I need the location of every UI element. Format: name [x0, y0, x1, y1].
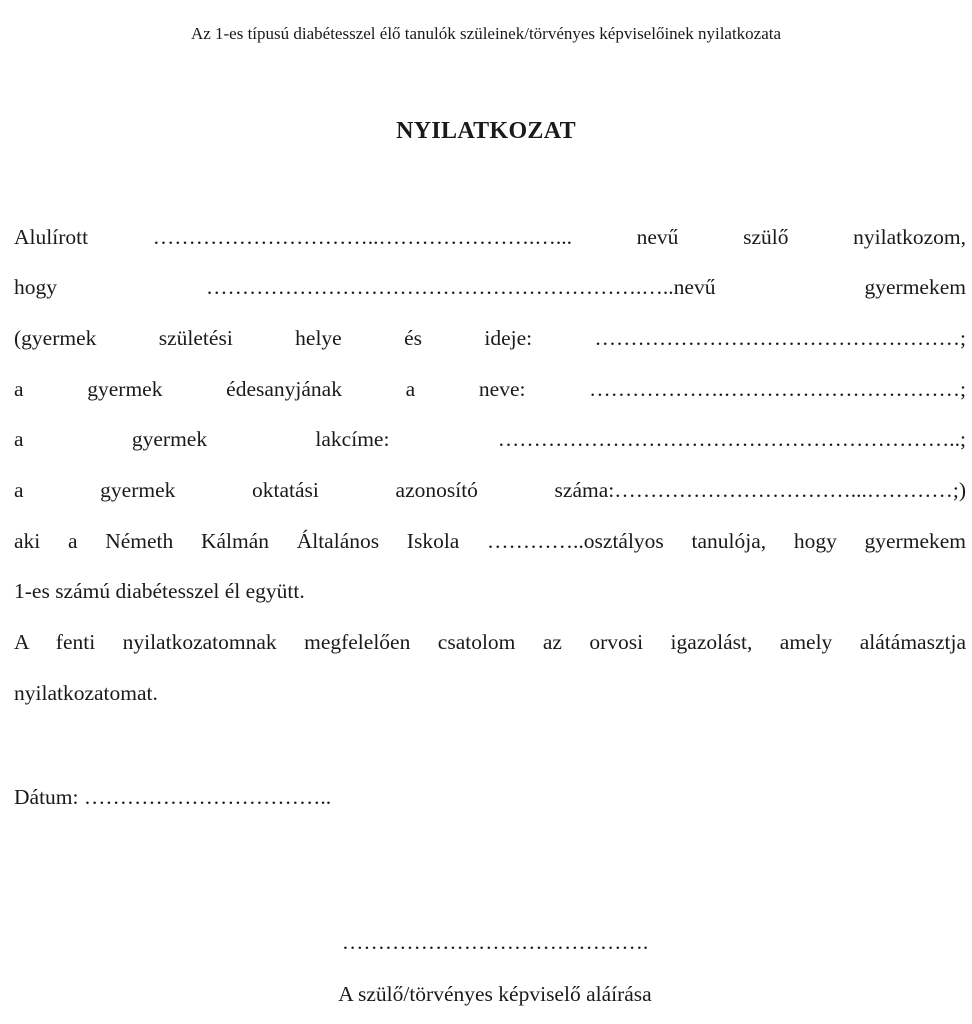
signature-line: ……………………………………. — [341, 930, 649, 954]
declaration-line-mother-name: a gyermek édesanyjának a neve: ……………….……………………………; — [14, 377, 966, 401]
document-title: NYILATKOZAT — [396, 118, 576, 144]
declaration-line-closing: nyilatkozatomat. — [14, 681, 158, 705]
date-field: Dátum: …………………………….. — [14, 785, 332, 809]
signature-caption: A szülő/törvényes képviselő aláírása — [338, 982, 652, 1006]
declaration-line-attachment: A fenti nyilatkozatomnak megfelelően csatolom az orvosi igazolást, amely alátámasztja — [14, 630, 966, 654]
declaration-line-address: a gyermek lakcíme: ………………………………………………………..; — [14, 427, 966, 451]
declaration-line-parent-name: Alulírott …………………………..………………….…... nevű szülő nyilatkozom, — [14, 225, 966, 249]
declaration-line-school-class: aki a Németh Kálmán Általános Iskola …………..osztályos tanulója, hogy gyermekem — [14, 529, 966, 553]
document-header-note: Az 1-es típusú diabétesszel élő tanulók szüleinek/törvényes képviselőinek nyilatkozata — [190, 24, 782, 43]
declaration-line-child-name: hogy …………………………………………………….…..nevű gyermekem — [14, 275, 966, 299]
declaration-line-birth-place-date: (gyermek születési helye és ideje: ……………………………………………; — [14, 326, 966, 350]
declaration-line-education-id: a gyermek oktatási azonosító száma:……………………………...…………;) — [14, 478, 966, 502]
declaration-line-diabetes: 1-es számú diabétesszel él együtt. — [14, 579, 305, 603]
